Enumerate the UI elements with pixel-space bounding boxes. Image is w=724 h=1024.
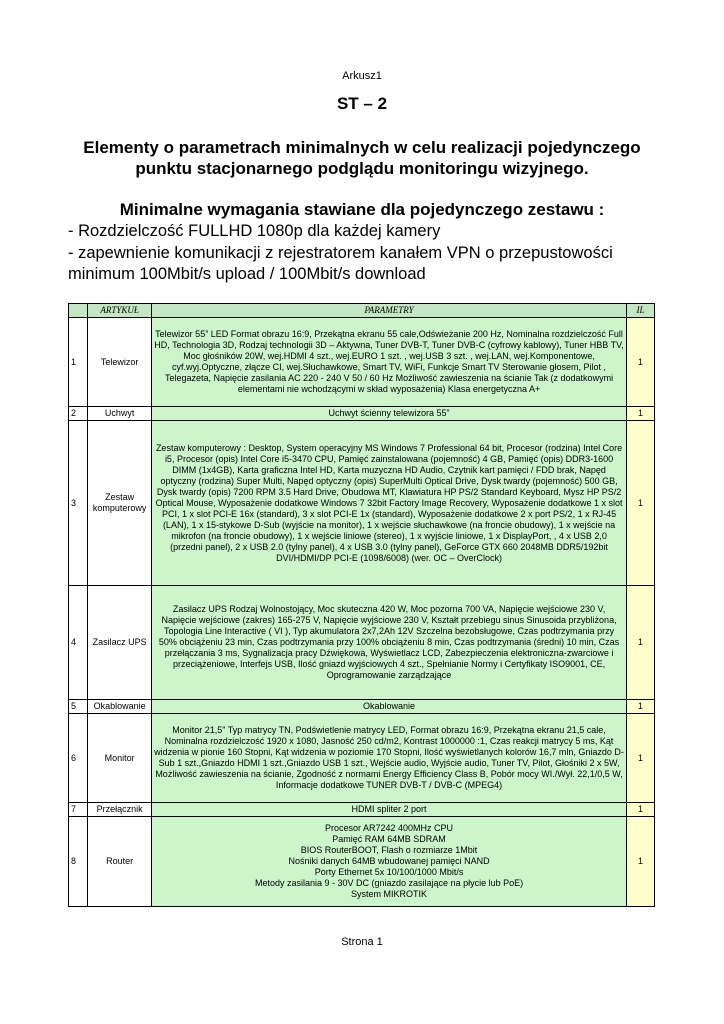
row-number: 8 [69, 817, 88, 907]
article-qty: 1 [626, 700, 654, 714]
requirement-item: - Rozdzielczość FULLHD 1080p dla każdej kamery [68, 222, 441, 240]
table-row [69, 421, 655, 586]
article-qty: 1 [626, 407, 654, 421]
requirements-title: Minimalne wymagania stawiane dla pojedynczego zestawu : [119, 200, 605, 219]
table-row [69, 803, 655, 817]
table-row [69, 700, 655, 714]
header-params: PARAMETRY [152, 304, 627, 318]
article-name: Uchwyt [88, 407, 152, 421]
title-line-2: punktu stacjonarnego podglądu monitoringu wizyjnego. [135, 159, 589, 178]
page-footer: Strona 1 [341, 936, 383, 948]
article-qty: 1 [626, 318, 654, 407]
row-number: 3 [69, 421, 88, 586]
article-name: Monitor [88, 714, 152, 803]
header-nr [69, 304, 88, 318]
param-line: Procesor AR7242 400MHz CPU [325, 823, 454, 833]
table-row [69, 318, 655, 407]
article-params: HDMI spliter 2 port [152, 803, 627, 817]
table-row [69, 817, 655, 907]
article-qty: 1 [626, 586, 654, 700]
article-params [152, 817, 627, 907]
row-number: 7 [69, 803, 88, 817]
table-row [69, 407, 655, 421]
table-row [69, 586, 655, 700]
row-number: 2 [69, 407, 88, 421]
param-line: Pamięć RAM 64MB SDRAM [332, 834, 446, 844]
param-line: Nośniki danych 64MB wbudowanej pamięci NAND [288, 856, 490, 866]
article-name: Router [88, 817, 152, 907]
row-number: 5 [69, 700, 88, 714]
header-article: ARTYKUŁ [88, 304, 152, 318]
article-name: Zasilacz UPS [88, 586, 152, 700]
title-line-1: Elementy o parametrach minimalnych w celu realizacji pojedynczego [83, 138, 641, 157]
article-name: Zestaw komputerowy [88, 421, 152, 586]
article-params: Okablowanie [152, 700, 627, 714]
article-params: Zasilacz UPS Rodzaj Wolnostojący, Moc skuteczna 420 W, Moc pozorna 700 VA, Napięcie wejściowe 230 V, Napięcie wejściowe (zakres) 165-275 V, Napięcie wyjściowe 230 V, Kształt przebiegu sinus Sinusoida przybliżona, Topologia Line Interactive ( VI ), Typ akumulatora 2x7,2Ah 12V Szczelna bezobsługowe, Czas podtrzymania przy 50% obciążeniu 23 min, Czas podtrzymania przy 100% obciążeniu 8 min, Czas podtrzymania (średni) 10 min, Czas przełączania 3 ms, Sygnalizacja pracy Dźwiękowa, Wyświetlacz LCD, Zabezpieczenia elektroniczna-zwarciowe i przeciążeniowe, Interfejs USB, Ilość gniazd wyjściowych 4 szt., Spełnianie Normy i Certyfikaty ISO9001, CE, Oprogramowanie zarządzające [152, 586, 627, 700]
specification-table [68, 303, 655, 907]
article-qty: 1 [626, 803, 654, 817]
article-name: Okablowanie [88, 700, 152, 714]
header-qty: IL [626, 304, 654, 318]
row-number: 4 [69, 586, 88, 700]
article-name: Przełącznik [88, 803, 152, 817]
article-params: Zestaw komputerowy : Desktop, System operacyjny MS Windows 7 Professional 64 bit, Procesor (rodzina) Intel Core i5, Procesor (opis) Intel Core i5-3470 CPU, Pamięć zainstalowana (pojemność) 4 GB, Pamięć (opis) DDR3-1600 DIMM (1x4GB), Karta graficzna Intel HD, Karta muzyczna HD Audio, Czytnik kart pamięci / FDD brak, Napęd optyczny (rodzina) Super Multi, Napęd optyczny (opis) SuperMulti Optical Drive, Dysk twardy (pojemność) 500 GB, Dysk twardy (opis) 7200 RPM 3.5 Hard Drive, Obudowa MT, Klawiatura HP PS/2 Standard Keyboard, Mysz HP PS/2 Optical Mouse, Wyposażenie dodatkowe Windows 7 32bit Factory Image Recovery, Wyposażenie dodatkowe 1 x slot PCI, 1 x slot PCI-E 16x (standard), 3 x slot PCI-E 1x (standard), Wyposażenie dodatkowe 2 x port PS/2, 1 x RJ-45 (LAN), 1 x 15-stykowe D-Sub (wyjście na monitor), 1 x wejście słuchawkowe (na froncie obudowy), 1 x wejście na mikrofon (na froncie obudowy), 1 x wejście liniowe (stereo), 1 x wyjście liniowe, 1 x DisplayPort, , 4 x USB 2,0 (przedni panel), 2 x USB 2.0 (tylny panel), 4 x USB 3.0 (tylny panel), GeForce GTX 660 2048MB DDR5/192bit DVI/HDMI/DP PCI-E (1098/6008) (wer. OC – OverClock) [152, 421, 627, 586]
document-title [60, 137, 664, 179]
table-row [69, 714, 655, 803]
article-qty: 1 [626, 421, 654, 586]
article-params: Uchwyt ścienny telewizora 55” [152, 407, 627, 421]
article-qty: 1 [626, 817, 654, 907]
param-line: BIOS RouterBOOT, Flash o rozmiarze 1Mbit [300, 845, 478, 855]
param-line: System MIKROTIK [351, 889, 428, 899]
row-number: 1 [69, 318, 88, 407]
article-qty: 1 [626, 714, 654, 803]
param-line: Metody zasilania 9 - 30V DC (gniazdo zasilające na płycie lub PoE) [254, 878, 524, 888]
param-line: Porty Ethernet 5x 10/100/1000 Mbit/s [314, 867, 464, 877]
article-params: Monitor 21,5" Typ matrycy TN, Podświetlenie matrycy LED, Format obrazu 16:9, Przekątna ekranu 21,5 cale, Nominalna rozdzielczość 1920 x 1080, Jasność 250 cd/m2, Kontrast 1000000 :1, Czas reakcji matrycy 5 ms, Kąt widzenia w pionie 160 Stopni, Kąt widzenia w poziomie 170 Stopni, Ilość wyświetlanych kolorów 16,7 mln, Gniazdo D-Sub 1 szt.,Gniazdo HDMI 1 szt.,Gniazdo USB 1 szt., Wejście audio, Wyjście audio, Tuner TV, Pilot, Głośniki 2 x 5W, Możliwość zawieszenia na ścianie, Zgodność z normami Energy Efficiency Class B, Pobór mocy WI./Wył. 22,1/0,5 W, Informacje dodatkowe TUNER DVB-T / DVB-C (MPEG4) [152, 714, 627, 803]
row-number: 6 [69, 714, 88, 803]
table-header-row [69, 304, 655, 318]
sheet-name: Arkusz1 [342, 70, 382, 82]
article-params: Telewizor 55” LED Format obrazu 16:9, Przekątna ekranu 55 cale,Odświeżanie 200 Hz, Nominalna rozdzielczość Full HD, Technologia 3D, Rodzaj technologii 3D – Aktywna, Tuner DVB-T, Tuner DVB-C (cyfrowy kablowy), Tuner HBB TV, Moc głośników 20W, wej.HDMI 4 szt., wej.EURO 1 szt. , wej.USB 3 szt. , wej.LAN, wej.Komponentowe, cyf.wyj.Optyczne, złącze CI, wej.Słuchawkowe, Smart TV, WiFi, Funkcje Smart TV Sterowanie głosem, Pilot , Telegazeta, Napięcie zasilania AC 220 - 240 V 50 / 60 Hz Możliwość zawieszenia na ścianie Tak (z dodatkowymi elementami nie wchodzącymi w skład wyposażenia) Klasa energetyczna A+ [152, 318, 627, 407]
requirement-item: - zapewnienie komunikacji z rejestratorem kanałem VPN o przepustowości minimum 100Mbit/s upload / 100Mbit/s download [68, 244, 613, 283]
article-name: Telewizor [88, 318, 152, 407]
document-code: ST – 2 [336, 94, 388, 113]
